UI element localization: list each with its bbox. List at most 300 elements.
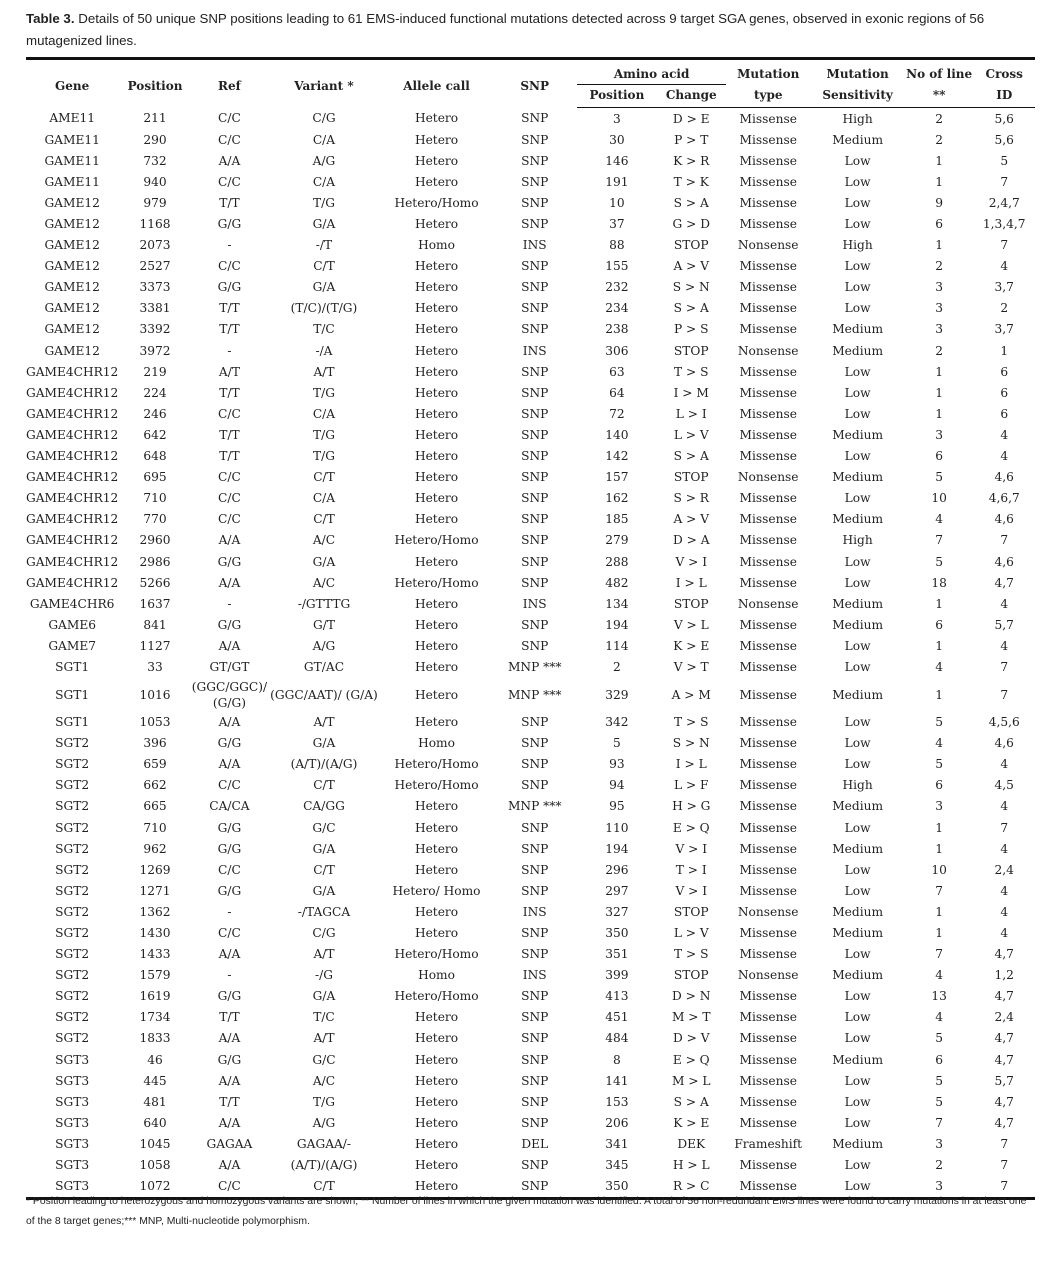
cell-cross-id: 4,7 [994,1115,1014,1130]
cell-mutation-sensitivity: Low [844,862,871,877]
cell-position: 648 [143,449,167,464]
cell-cross-id: 4,6 [994,736,1014,751]
table-body [26,108,1035,1199]
cell-cross-id: 4,5,6 [988,715,1020,730]
cell-aa-change: E > Q [672,1052,710,1067]
header-cross-id-line2: ID [974,85,1036,108]
cell-snp: SNP [521,427,549,442]
cell-allele-call: Homo [418,238,455,253]
cell-mutation-type: Missense [739,132,797,147]
cell-allele-call: Hetero [414,1073,459,1088]
cell-cross-id: 5,7 [994,1073,1014,1088]
cell-gene: GAME4CHR12 [26,533,119,548]
cell-aa-position: 141 [605,1073,629,1088]
cell-mutation-type: Missense [739,385,797,400]
cell-snp: SNP [521,406,549,421]
cell-mutation-type: Missense [739,1031,797,1046]
cell-no-of-line: 13 [931,989,947,1004]
cell-snp: SNP [521,841,549,856]
cell-aa-position: 2 [612,659,621,674]
cell-snp: SNP [521,470,549,485]
cell-mutation-sensitivity: Low [844,757,871,772]
cell-position: 1016 [139,687,171,702]
table-row [26,922,1035,943]
cell-variant: A/T [313,1031,335,1046]
cell-aa-change: A > V [673,259,710,274]
cell-mutation-type: Missense [739,449,797,464]
cell-gene: GAME12 [44,259,100,274]
cell-ref: T/T [219,427,240,442]
cell-variant: C/T [313,778,335,793]
cell-variant: G/A [312,989,336,1004]
cell-allele-call: Hetero [414,259,459,274]
cell-ref: A/A [218,947,241,962]
cell-cross-id: 6 [1000,364,1009,379]
cell-gene: SGT2 [55,820,90,835]
cell-aa-position: 10 [609,195,625,210]
cell-mutation-sensitivity: Low [844,1115,871,1130]
header-allele-call: Allele call [381,59,492,108]
cell-cross-id: 3,7 [994,322,1014,337]
cell-cross-id: 7 [1000,174,1009,189]
cell-position: 732 [143,153,167,168]
cell-variant: G/A [312,280,336,295]
cell-allele-call: Hetero [414,322,459,337]
cell-no-of-line: 5 [935,1094,944,1109]
cell-position: 1637 [139,596,171,611]
cell-ref: C/C [218,259,241,274]
cell-gene: GAME12 [44,322,100,337]
cell-no-of-line: 3 [935,427,944,442]
cell-mutation-type: Missense [739,259,797,274]
cell-no-of-line: 1 [935,638,944,653]
cell-snp: SNP [521,1052,549,1067]
cell-aa-position: 88 [609,238,625,253]
cell-cross-id: 3,7 [994,280,1014,295]
cell-position: 1430 [139,926,171,941]
cell-aa-position: 30 [609,132,625,147]
cell-mutation-type: Missense [739,427,797,442]
cell-gene: AME11 [49,111,95,126]
cell-mutation-type: Missense [739,322,797,337]
table-row [26,754,1035,775]
cell-mutation-type: Missense [739,364,797,379]
cell-variant: A/C [312,1073,336,1088]
cell-ref: C/C [218,491,241,506]
cell-mutation-type: Missense [739,659,797,674]
cell-mutation-sensitivity: Low [844,1094,871,1109]
cell-aa-change: P > T [674,132,709,147]
cell-no-of-line: 1 [935,174,944,189]
cell-allele-call: Hetero [414,617,459,632]
cell-aa-change: G > D [672,217,710,232]
cell-aa-change: K > E [673,638,710,653]
cell-allele-call: Hetero [414,470,459,485]
cell-mutation-sensitivity: High [842,111,873,126]
cell-no-of-line: 1 [935,364,944,379]
cell-allele-call: Hetero [414,153,459,168]
cell-snp: SNP [521,195,549,210]
cell-snp: SNP [521,715,549,730]
header-ref: Ref [192,59,267,108]
cell-ref: G/G [217,841,242,856]
cell-mutation-sensitivity: High [842,533,873,548]
cell-cross-id: 5 [1000,153,1009,168]
cell-snp: MNP *** [507,799,562,814]
cell-ref: GT/GT [209,659,250,674]
cell-mutation-type: Missense [739,736,797,751]
cell-no-of-line: 18 [931,575,947,590]
cell-position: 2986 [139,554,171,569]
cell-mutation-sensitivity: Medium [832,1052,884,1067]
cell-gene: GAME6 [48,617,96,632]
cell-mutation-type: Missense [739,575,797,590]
cell-gene: GAME12 [44,301,100,316]
header-mutation-type-line2: type [726,85,811,108]
cell-aa-change: S > N [672,736,710,751]
cell-cross-id: 4,6 [994,512,1014,527]
cell-ref: - [227,904,232,919]
cell-aa-position: 350 [605,926,629,941]
cell-snp: SNP [521,491,549,506]
cell-mutation-sensitivity: Medium [832,596,884,611]
cell-aa-change: V > L [673,617,709,632]
cell-aa-change: T > K [673,174,709,189]
table-row [26,572,1035,593]
cell-cross-id: 4,6 [994,470,1014,485]
cell-mutation-sensitivity: High [842,778,873,793]
cell-cross-id: 1,3,4,7 [982,217,1026,232]
cell-aa-position: 306 [605,343,629,358]
cell-mutation-type: Missense [739,778,797,793]
table-row [26,1133,1035,1154]
cell-no-of-line: 4 [935,968,944,983]
cell-position: 224 [143,385,167,400]
cell-allele-call: Hetero [414,1094,459,1109]
cell-mutation-type: Frameshift [734,1136,803,1151]
cell-aa-change: I > L [675,575,707,590]
cell-cross-id: 4 [1000,757,1009,772]
cell-variant: T/G [312,385,335,400]
cell-gene: GAME11 [44,174,100,189]
mutation-table [26,57,1035,1200]
cell-ref: C/C [218,174,241,189]
cell-aa-position: 146 [605,153,629,168]
cell-variant: G/A [312,841,336,856]
cell-aa-position: 110 [605,820,629,835]
cell-ref: A/A [218,1031,241,1046]
cell-variant: G/C [312,1052,336,1067]
cell-cross-id: 4 [1000,427,1009,442]
cell-aa-change: STOP [673,470,709,485]
cell-allele-call: Hetero [414,301,459,316]
cell-gene: GAME4CHR12 [26,512,119,527]
cell-mutation-sensitivity: Medium [832,512,884,527]
cell-no-of-line: 3 [905,1176,974,1199]
cell-snp: SNP [521,301,549,316]
table-row [26,213,1035,234]
table-row [26,340,1035,361]
cell-position: 1362 [139,904,171,919]
cell-snp: SNP [521,280,549,295]
cell-no-of-line: 6 [935,1052,944,1067]
cell-aa-change: V > I [675,883,708,898]
cell-snp: SNP [521,883,549,898]
cell-snp: SNP [521,1073,549,1088]
cell-variant: G/C [312,820,336,835]
cell-variant: G/A [312,554,336,569]
cell-variant: A/T [313,364,335,379]
cell-no-of-line: 3 [935,799,944,814]
cell-position: 3972 [139,343,171,358]
cell-mutation-type: Missense [739,153,797,168]
cell-gene: SGT2 [55,904,90,919]
cell-variant: (A/T)/(A/G) [290,757,358,772]
cell-gene: GAME4CHR12 [26,554,119,569]
table-row [26,108,1035,130]
cell-snp: SNP [521,259,549,274]
cell-aa-change: I > M [673,385,709,400]
cell-aa-position: 342 [605,715,629,730]
cell-allele-call: Hetero [414,217,459,232]
cell-snp: SNP [521,736,549,751]
cell-allele-call: Hetero/Homo [394,778,479,793]
cell-mutation-type: Missense [739,617,797,632]
cell-aa-position: 206 [605,1115,629,1130]
cell-aa-change: K > R [673,153,710,168]
cell-no-of-line: 1 [935,904,944,919]
table-row [26,509,1035,530]
cell-aa-change: STOP [673,904,709,919]
table-row [26,361,1035,382]
cell-variant: -/GTTTG [297,596,351,611]
cell-aa-position: 93 [609,757,625,772]
cell-ref: C/C [218,470,241,485]
cell-aa-change: V > I [675,554,708,569]
cell-aa-change: T > S [674,364,709,379]
cell-ref: C/C [218,406,241,421]
cell-allele-call: Hetero [414,1052,459,1067]
cell-snp: DEL [521,1136,549,1151]
cell-snp: MNP *** [507,659,562,674]
table-row [26,446,1035,467]
cell-mutation-sensitivity: Medium [832,841,884,856]
cell-variant: T/C [313,322,335,337]
cell-gene: SGT2 [55,799,90,814]
cell-no-of-line: 2 [935,259,944,274]
cell-position: 770 [143,512,167,527]
cell-position: 640 [143,1115,167,1130]
cell-mutation-sensitivity: Medium [832,968,884,983]
cell-cross-id: 2 [1000,301,1009,316]
cell-variant: -/G [314,968,333,983]
cell-gene: GAME4CHR12 [26,470,119,485]
cell-aa-change: V > T [673,659,709,674]
cell-aa-position: 95 [609,799,625,814]
cell-cross-id: 7 [1000,687,1009,702]
cell-ref: A/A [218,757,241,772]
cell-mutation-type: Missense [739,533,797,548]
cell-cross-id: 4 [1000,596,1009,611]
cell-gene: SGT3 [55,1094,90,1109]
cell-allele-call: Hetero/Homo [394,947,479,962]
cell-mutation-sensitivity: Low [844,947,871,962]
cell-allele-call: Hetero [414,406,459,421]
cell-aa-change: A > V [673,512,710,527]
table-row [26,488,1035,509]
cell-aa-position: 134 [605,596,629,611]
cell-variant: G/A [312,217,336,232]
cell-snp: SNP [521,1115,549,1130]
cell-ref: - [227,596,232,611]
cell-mutation-sensitivity: Medium [832,1136,884,1151]
cell-variant: T/G [312,449,335,464]
cell-allele-call: Hetero [381,1176,492,1199]
cell-ref: G/G [217,989,242,1004]
cell-mutation-type: Missense [739,406,797,421]
cell-position: 1045 [139,1136,171,1151]
table-row [26,1091,1035,1112]
cell-mutation-sensitivity: Low [844,301,871,316]
cell-aa-position: 155 [605,259,629,274]
cell-aa-change: T > I [675,862,707,877]
cell-no-of-line: 3 [935,322,944,337]
cell-variant: G/T [312,617,335,632]
cell-ref: G/G [217,736,242,751]
cell-mutation-sensitivity: Low [844,280,871,295]
cell-cross-id: 4 [1000,841,1009,856]
cell-no-of-line: 6 [935,449,944,464]
cell-no-of-line: 3 [935,301,944,316]
header-no-of-line-line2: ** [905,85,974,108]
cell-aa-position: 399 [605,968,629,983]
cell-cross-id: 4,5 [994,778,1014,793]
cell-mutation-type: Missense [739,820,797,835]
cell-aa-position: 234 [605,301,629,316]
cell-mutation-sensitivity: Low [844,406,871,421]
cell-gene: SGT3 [55,1158,90,1173]
cell-ref: G/G [217,217,242,232]
cell-aa-change: D > A [672,533,710,548]
cell-snp: SNP [521,1094,549,1109]
cell-snp: INS [522,238,547,253]
cell-position: 659 [143,757,167,772]
cell-variant: GT/AC [303,659,345,674]
cell-mutation-sensitivity: Low [844,820,871,835]
cell-variant: -/A [315,343,333,358]
cell-gene: GAME4CHR12 [26,575,119,590]
cell-variant: (A/T)/(A/G) [290,1158,358,1173]
cell-snp: SNP [521,111,549,126]
cell-mutation-sensitivity: Low [844,575,871,590]
cell-allele-call: Hetero [414,449,459,464]
cell-position: 979 [143,195,167,210]
cell-mutation-sensitivity: Low [810,1176,904,1199]
cell-cross-id: 4,6 [994,554,1014,569]
table-row [26,733,1035,754]
cell-gene: SGT2 [55,1010,90,1025]
cell-allele-call: Hetero [414,820,459,835]
cell-aa-change: E > Q [672,820,710,835]
cell-allele-call: Hetero [414,364,459,379]
cell-mutation-type: Nonsense [737,968,799,983]
cell-ref: G/G [217,1052,242,1067]
table-row [26,298,1035,319]
cell-aa-position: 185 [605,512,629,527]
cell-aa-change: T > S [674,715,709,730]
cell-ref: A/A [218,1073,241,1088]
cell-position: 396 [143,736,167,751]
cell-no-of-line: 4 [935,512,944,527]
cell-ref: T/T [219,301,240,316]
cell-allele-call: Hetero [414,512,459,527]
cell-mutation-type: Missense [739,554,797,569]
header-no-of-line-line1: No of line [905,59,974,85]
cell-position: 2960 [139,533,171,548]
table-row [26,1155,1035,1176]
cell-allele-call: Hetero [414,174,459,189]
cell-cross-id: 4,7 [994,575,1014,590]
cell-snp: SNP [521,638,549,653]
cell-allele-call: Hetero [414,1010,459,1025]
cell-mutation-type: Nonsense [737,343,799,358]
cell-variant: T/G [312,427,335,442]
table-row [26,403,1035,424]
table-row [26,235,1035,256]
cell-snp: MNP *** [507,687,562,702]
cell-position: 3392 [139,322,171,337]
cell-allele-call: Hetero/Homo [394,575,479,590]
cell-mutation-sensitivity: Low [844,385,871,400]
cell-ref: (GGC/GGC)/ (G/G) [191,679,268,710]
cell-position: 940 [143,174,167,189]
table-row [26,551,1035,572]
cell-cross-id: 4,7 [994,947,1014,962]
cell-ref: T/T [219,322,240,337]
cell-snp: SNP [521,364,549,379]
cell-snp: INS [522,904,547,919]
cell-allele-call: Hetero/ Homo [392,883,481,898]
header-amino-acid: Amino acid [577,59,726,85]
cell-aa-position: 341 [605,1136,629,1151]
cell-snp: INS [522,968,547,983]
cell-ref: C/C [218,778,241,793]
cell-variant: C/T [313,470,335,485]
cell-mutation-sensitivity: Medium [832,343,884,358]
cell-no-of-line: 3 [935,280,944,295]
cell-snp: SNP [521,385,549,400]
cell-cross-id: 1,2 [994,968,1014,983]
cell-mutation-type: Missense [739,1094,797,1109]
cell-aa-position: 63 [609,364,625,379]
cell-snp: SNP [521,617,549,632]
cell-gene: GAME4CHR6 [29,596,115,611]
cell-ref: T/T [219,195,240,210]
cell-ref: - [227,343,232,358]
cell-snp: SNP [521,512,549,527]
cell-variant: (T/C)/(T/G) [290,301,358,316]
cell-mutation-sensitivity: Low [844,174,871,189]
cell-cross-id: 4,6,7 [988,491,1020,506]
cell-mutation-type: Missense [739,687,797,702]
cell-cross-id: 4 [1000,638,1009,653]
cell-cross-id: 6 [1000,406,1009,421]
cell-aa-position: 288 [605,554,629,569]
cell-variant: G/A [312,883,336,898]
cell-variant: C/A [312,406,336,421]
cell-no-of-line: 6 [935,617,944,632]
table-row [26,129,1035,150]
